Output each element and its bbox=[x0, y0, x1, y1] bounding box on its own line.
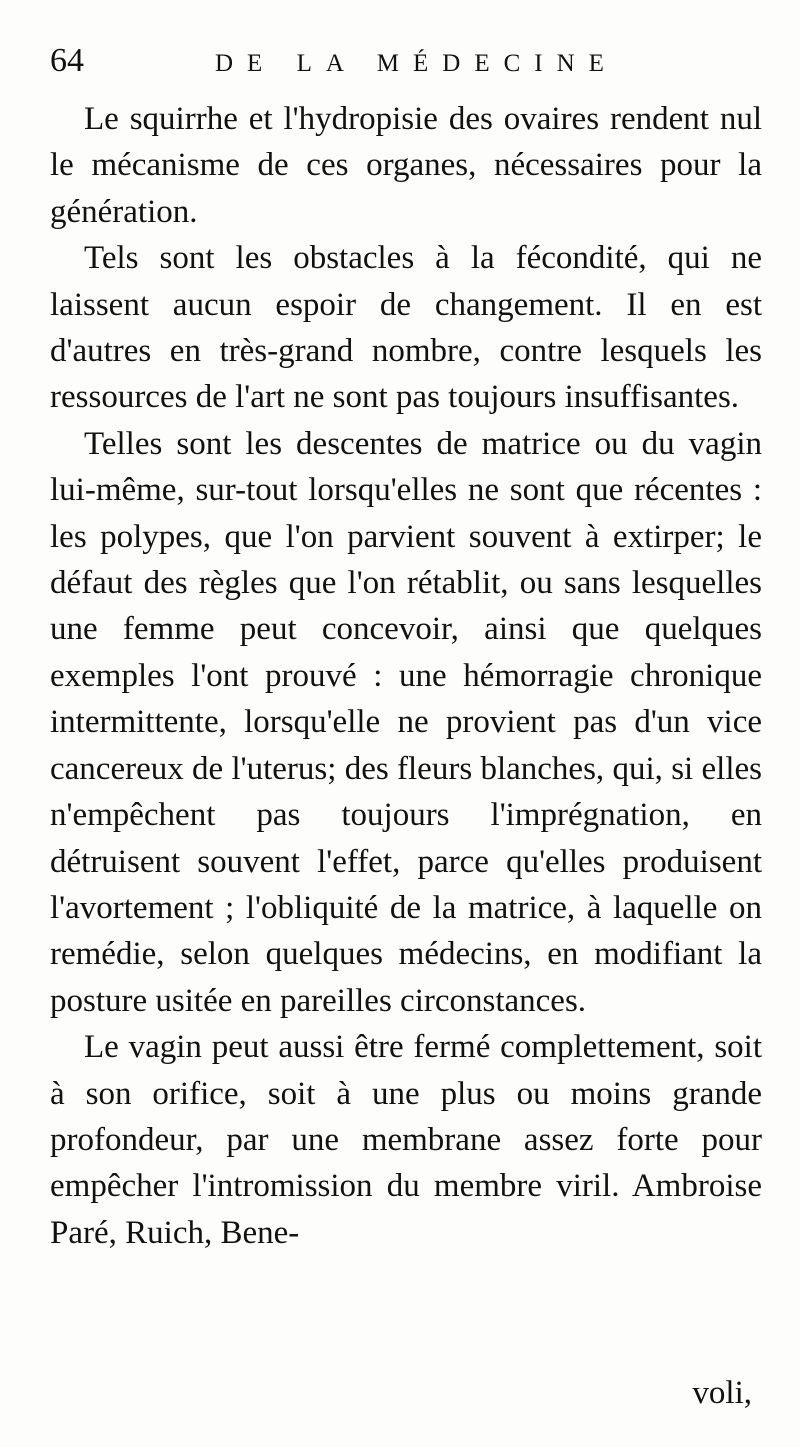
paragraph-1: Le squirrhe et l'hydropisie des ovaires rendent nul le mécanisme de ces organes, nécessaires pour la génération. bbox=[50, 101, 762, 230]
page-number: 64 bbox=[50, 42, 84, 79]
body-text bbox=[50, 96, 762, 1256]
paragraph-4: Le vagin peut aussi être fermé complettement, soit à son orifice, soit à une plus ou moins grande profondeur, par une membrane assez forte pour empêcher l'intromission du membre viril. Ambroise Paré, Ruich, Bene- bbox=[50, 1029, 762, 1251]
paragraph-3: Telles sont les descentes de matrice ou du vagin lui-même, sur-tout lorsqu'elles ne sont que récentes : les polypes, que l'on parvient souvent à extirper; le défaut des règles que l'on rétablit, ou sans lesquelles une femme peut concevoir, ainsi que quelques exemples l'ont prouvé : une hémorragie chronique intermittente, lorsqu'elle ne provient pas d'un vice cancereux de l'uterus; des fleurs blanches, qui, si elles n'empêchent pas toujours l'imprégnation, en détruisent souvent l'effet, parce qu'elles produisent l'avortement ; l'obliquité de la matrice, à laquelle on remédie, selon quelques médecins, en modifiant la posture usitée en pareilles circonstances. bbox=[50, 425, 762, 1019]
paragraph-2: Tels sont les obstacles à la fécondité, qui ne laissent aucun espoir de changement. Il en est d'autres en très-grand nombre, contre lesquels les ressources de l'art ne sont pas toujours insuffisantes. bbox=[50, 240, 762, 416]
running-title: DE LA MÉDECINE bbox=[215, 50, 618, 77]
catchword: voli, bbox=[692, 1375, 752, 1411]
page-header bbox=[50, 36, 760, 86]
